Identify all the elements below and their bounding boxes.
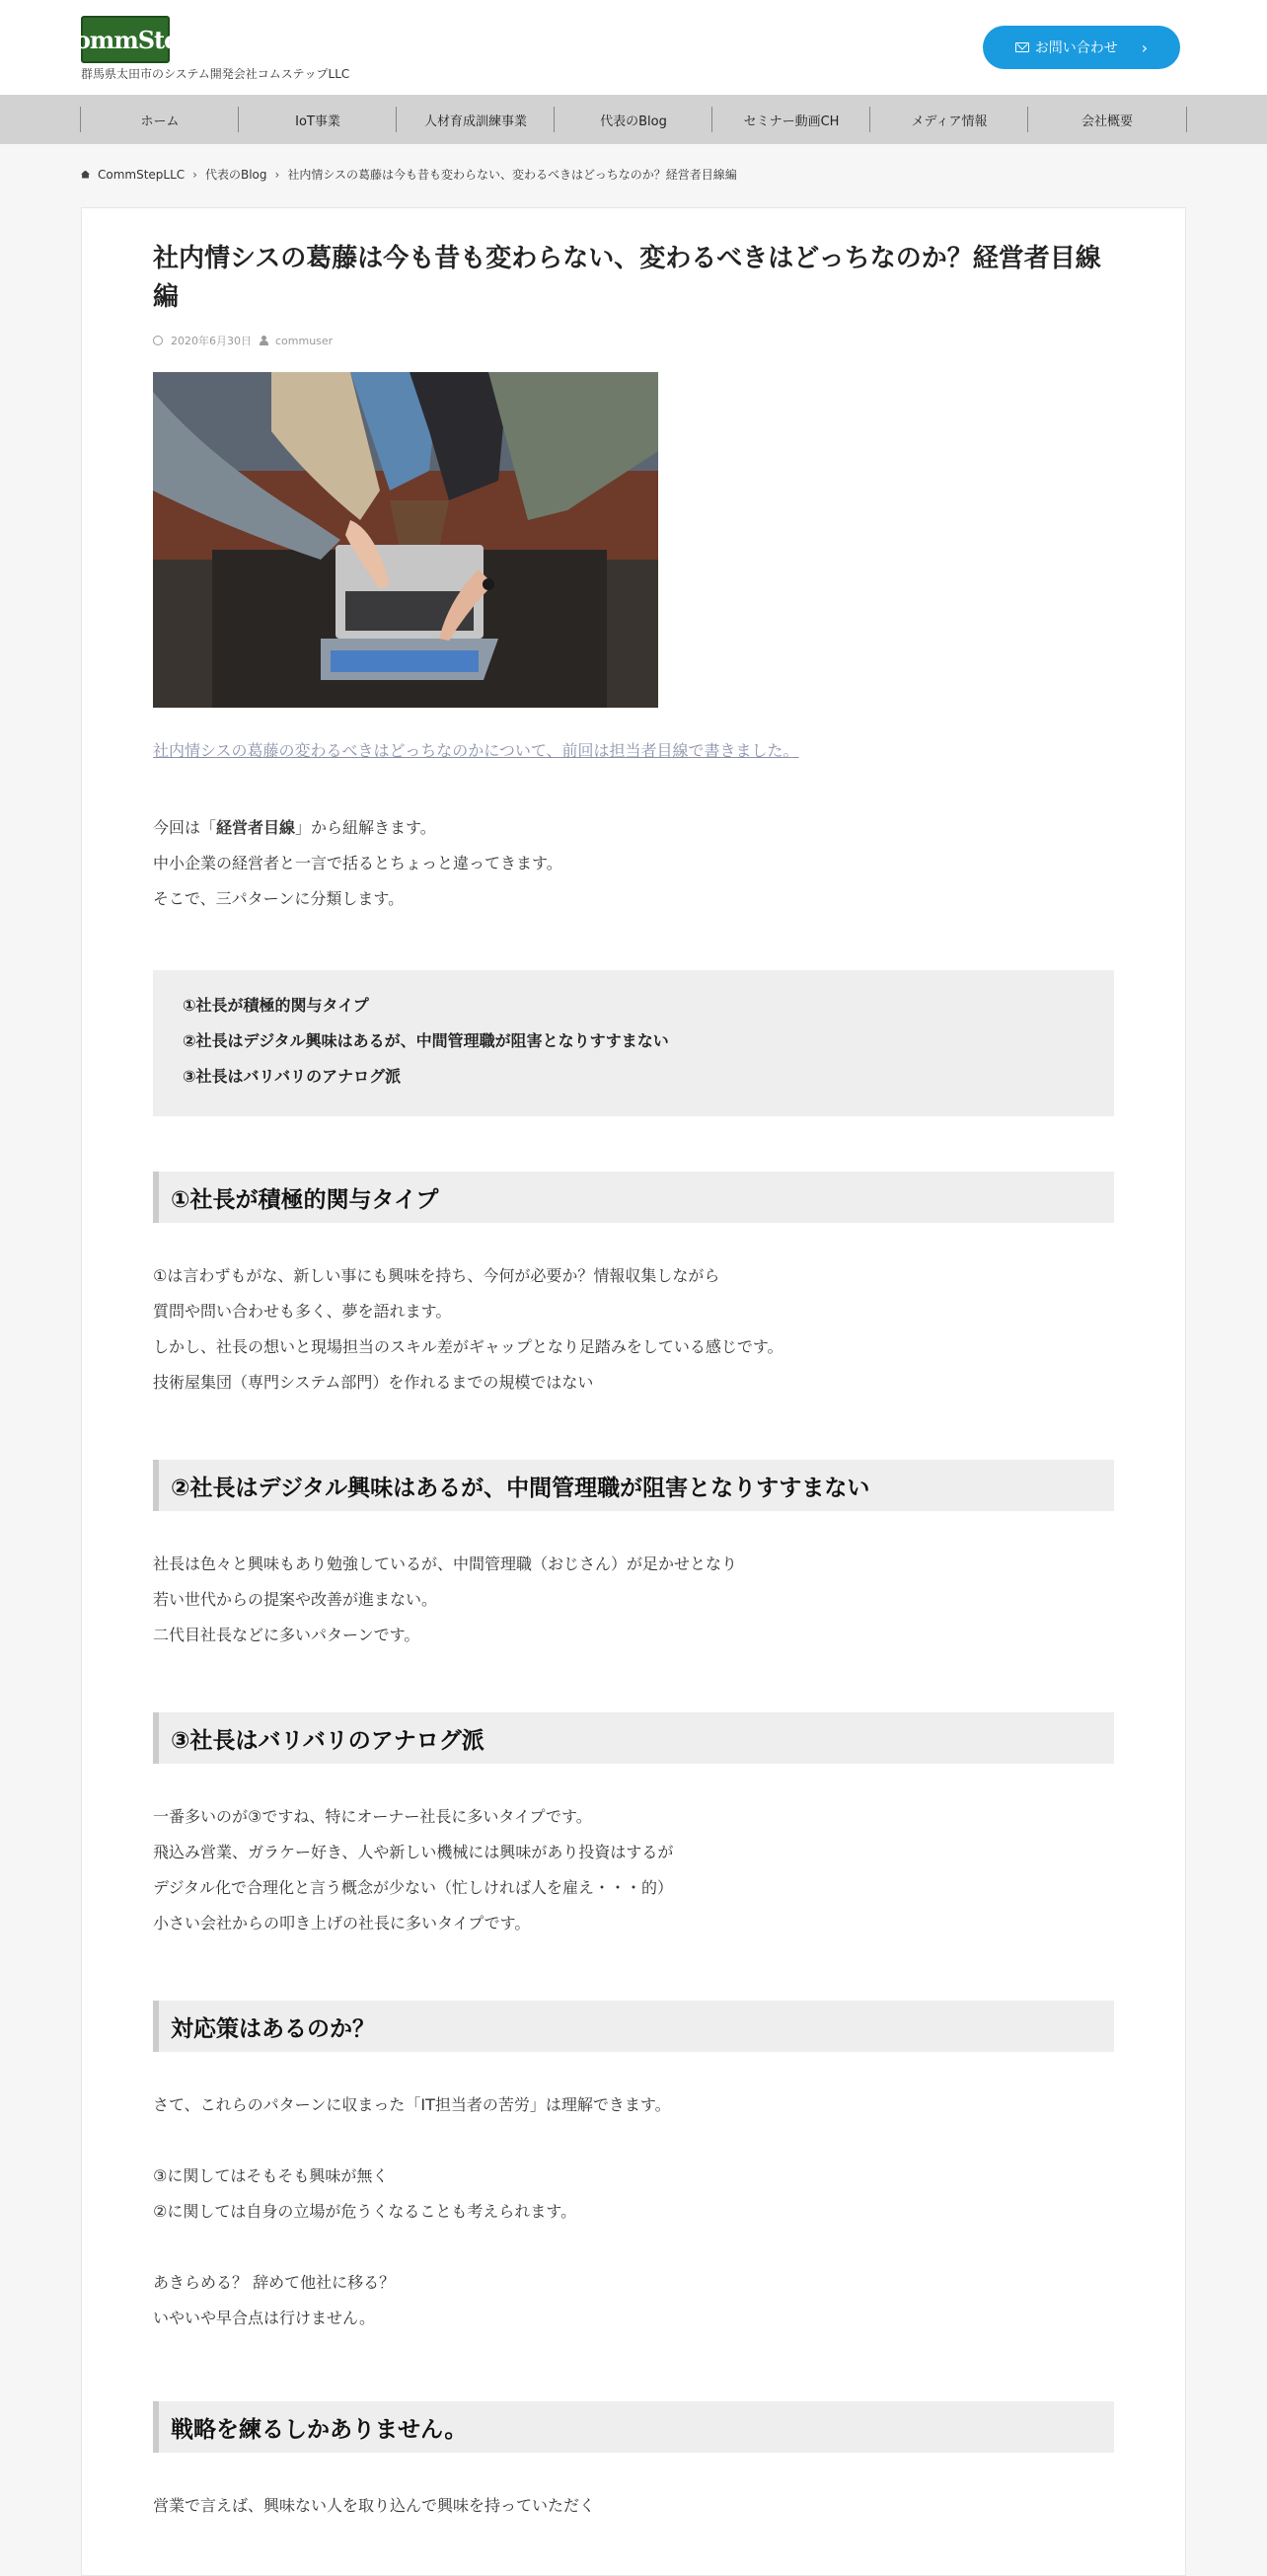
clock-icon <box>153 336 163 345</box>
contact-button-label: お問い合わせ <box>1034 40 1118 56</box>
section-line: 社長は色々と興味もあり勉強しているが、中間管理職（おじさん）が足かせとなり <box>153 1554 738 1573</box>
callout-item: ③社長はバリバリのアナログ派 <box>183 1067 402 1086</box>
nav-item-home[interactable]: ホーム <box>81 95 239 144</box>
intro-line: 中小企業の経営者と一言で括るとちょっと違ってきます。 <box>153 854 562 872</box>
section-line: さて、これらのパターンに収まった「IT担当者の苦労」は理解できます。 <box>153 2095 671 2114</box>
section-line: ③に関してはそもそも興味が無く <box>153 2166 389 2185</box>
site-tagline: 群馬県太田市のシステム開発会社コムステップLLC <box>81 67 350 81</box>
section-heading: 対応策はあるのか？ <box>153 2001 1114 2052</box>
article-card <box>81 207 1186 2576</box>
contact-button[interactable] <box>983 26 1180 69</box>
hero-image <box>153 372 658 708</box>
nav-item-iot[interactable]: IoT事業 <box>239 95 397 144</box>
nav-item-blog[interactable]: 代表のBlog <box>555 95 712 144</box>
section-line: ②に関しては自身の立場が危うくなることも考えられます。 <box>153 2202 577 2221</box>
section-line: しかし、社長の想いと現場担当のスキル差がギャップとなり足踏みをしている感じです。 <box>153 1337 783 1356</box>
breadcrumb-home[interactable]: CommStepLLC <box>98 167 186 182</box>
callout-item: ②社長はデジタル興味はあるが、中間管理職が阻害となりすすまない <box>183 1031 669 1050</box>
nav-item-seminar[interactable]: セミナー動画CH <box>712 95 870 144</box>
nav-item-company[interactable]: 会社概要 <box>1028 95 1186 144</box>
blank-line <box>153 2230 1114 2265</box>
section-line: ①は言わずもがな、新しい事にも興味を持ち、今何が必要か？情報収集しながら <box>153 1266 720 1285</box>
section-line: 一番多いのが③ですね、特にオーナー社長に多いタイプです。 <box>153 1807 592 1826</box>
article-author[interactable]: commuser <box>275 334 334 347</box>
section-heading: ②社長はデジタル興味はあるが、中間管理職が阻害となりすすまない <box>153 1460 1114 1511</box>
section-line: あきらめる？ 辞めて他社に移る？ <box>153 2273 396 2292</box>
section-line: いやいや早合点は行けません。 <box>153 2309 375 2327</box>
article-meta <box>153 333 333 348</box>
section-body <box>153 2087 1114 2336</box>
breadcrumb-current: 社内情シスの葛藤は今も昔も変わらない、変わるべきはどっちなのか？経営者目線編 <box>287 168 737 182</box>
site-logo[interactable]: CommStep <box>81 16 170 63</box>
intro-line: 今回は「経営者目線」から紐解きます。 <box>153 818 436 837</box>
section-line: 小さい会社からの叩き上げの社長に多いタイプです。 <box>153 1914 531 1932</box>
global-nav <box>0 95 1267 144</box>
section-body <box>153 1258 1114 1401</box>
nav-divider <box>1186 107 1187 132</box>
nav-item-media[interactable]: メディア情報 <box>870 95 1028 144</box>
section-line: 技術屋集団（専門システム部門）を作れるまでの規模ではない <box>153 1373 594 1392</box>
breadcrumb <box>81 166 737 183</box>
chevron-right-icon: › <box>1141 38 1149 57</box>
intro-link-paragraph <box>153 733 1114 769</box>
user-icon <box>260 336 267 345</box>
section-heading: ③社長はバリバリのアナログ派 <box>153 1712 1114 1764</box>
section-body <box>153 1799 1114 1941</box>
chevron-right-icon: › <box>192 167 197 182</box>
section-body <box>153 1547 1114 1653</box>
section-line: 営業で言えば、興味ない人を取り込んで興味を持っていただく <box>153 2496 596 2515</box>
blank-line <box>153 2123 1114 2159</box>
article-date: 2020年6月30日 <box>171 335 252 347</box>
mail-icon <box>1015 42 1029 52</box>
intro-paragraph <box>153 810 1114 917</box>
section-line: 質問や問い合わせも多く、夢を語れます。 <box>153 1302 452 1321</box>
section-heading: 戦略を練るしかありません。 <box>153 2401 1114 2453</box>
section-line: 二代目社長などに多いパターンです。 <box>153 1626 420 1644</box>
home-icon <box>81 171 90 179</box>
intro-line: そこで、三パターンに分類します。 <box>153 889 405 908</box>
section-line: デジタル化で合理化と言う概念が少ない（忙しければ人を雇え・・・的） <box>153 1878 674 1897</box>
breadcrumb-blog[interactable]: 代表のBlog <box>204 168 267 182</box>
section-line: 飛込み営業、ガラケー好き、人や新しい機械には興味があり投資はするが <box>153 1843 674 1861</box>
callout-item: ①社長が積極的関与タイプ <box>183 996 369 1015</box>
previous-post-link[interactable]: 社内情シスの葛藤の変わるべきはどっちなのかについて、前回は担当者目線で書きました。 <box>153 741 799 760</box>
chevron-right-icon: › <box>274 167 280 182</box>
section-heading: ①社長が積極的関与タイプ <box>153 1172 1114 1223</box>
summary-callout <box>153 970 1114 1116</box>
section-line: 若い世代からの提案や改善が進まない。 <box>153 1590 438 1609</box>
article-title: 社内情シスの葛藤は今も昔も変わらない、変わるべきはどっちなのか？経営者目線編 <box>153 244 1101 312</box>
section-body <box>153 2488 1114 2524</box>
site-header <box>0 0 1267 95</box>
nav-item-training[interactable]: 人材育成訓練事業 <box>397 95 555 144</box>
